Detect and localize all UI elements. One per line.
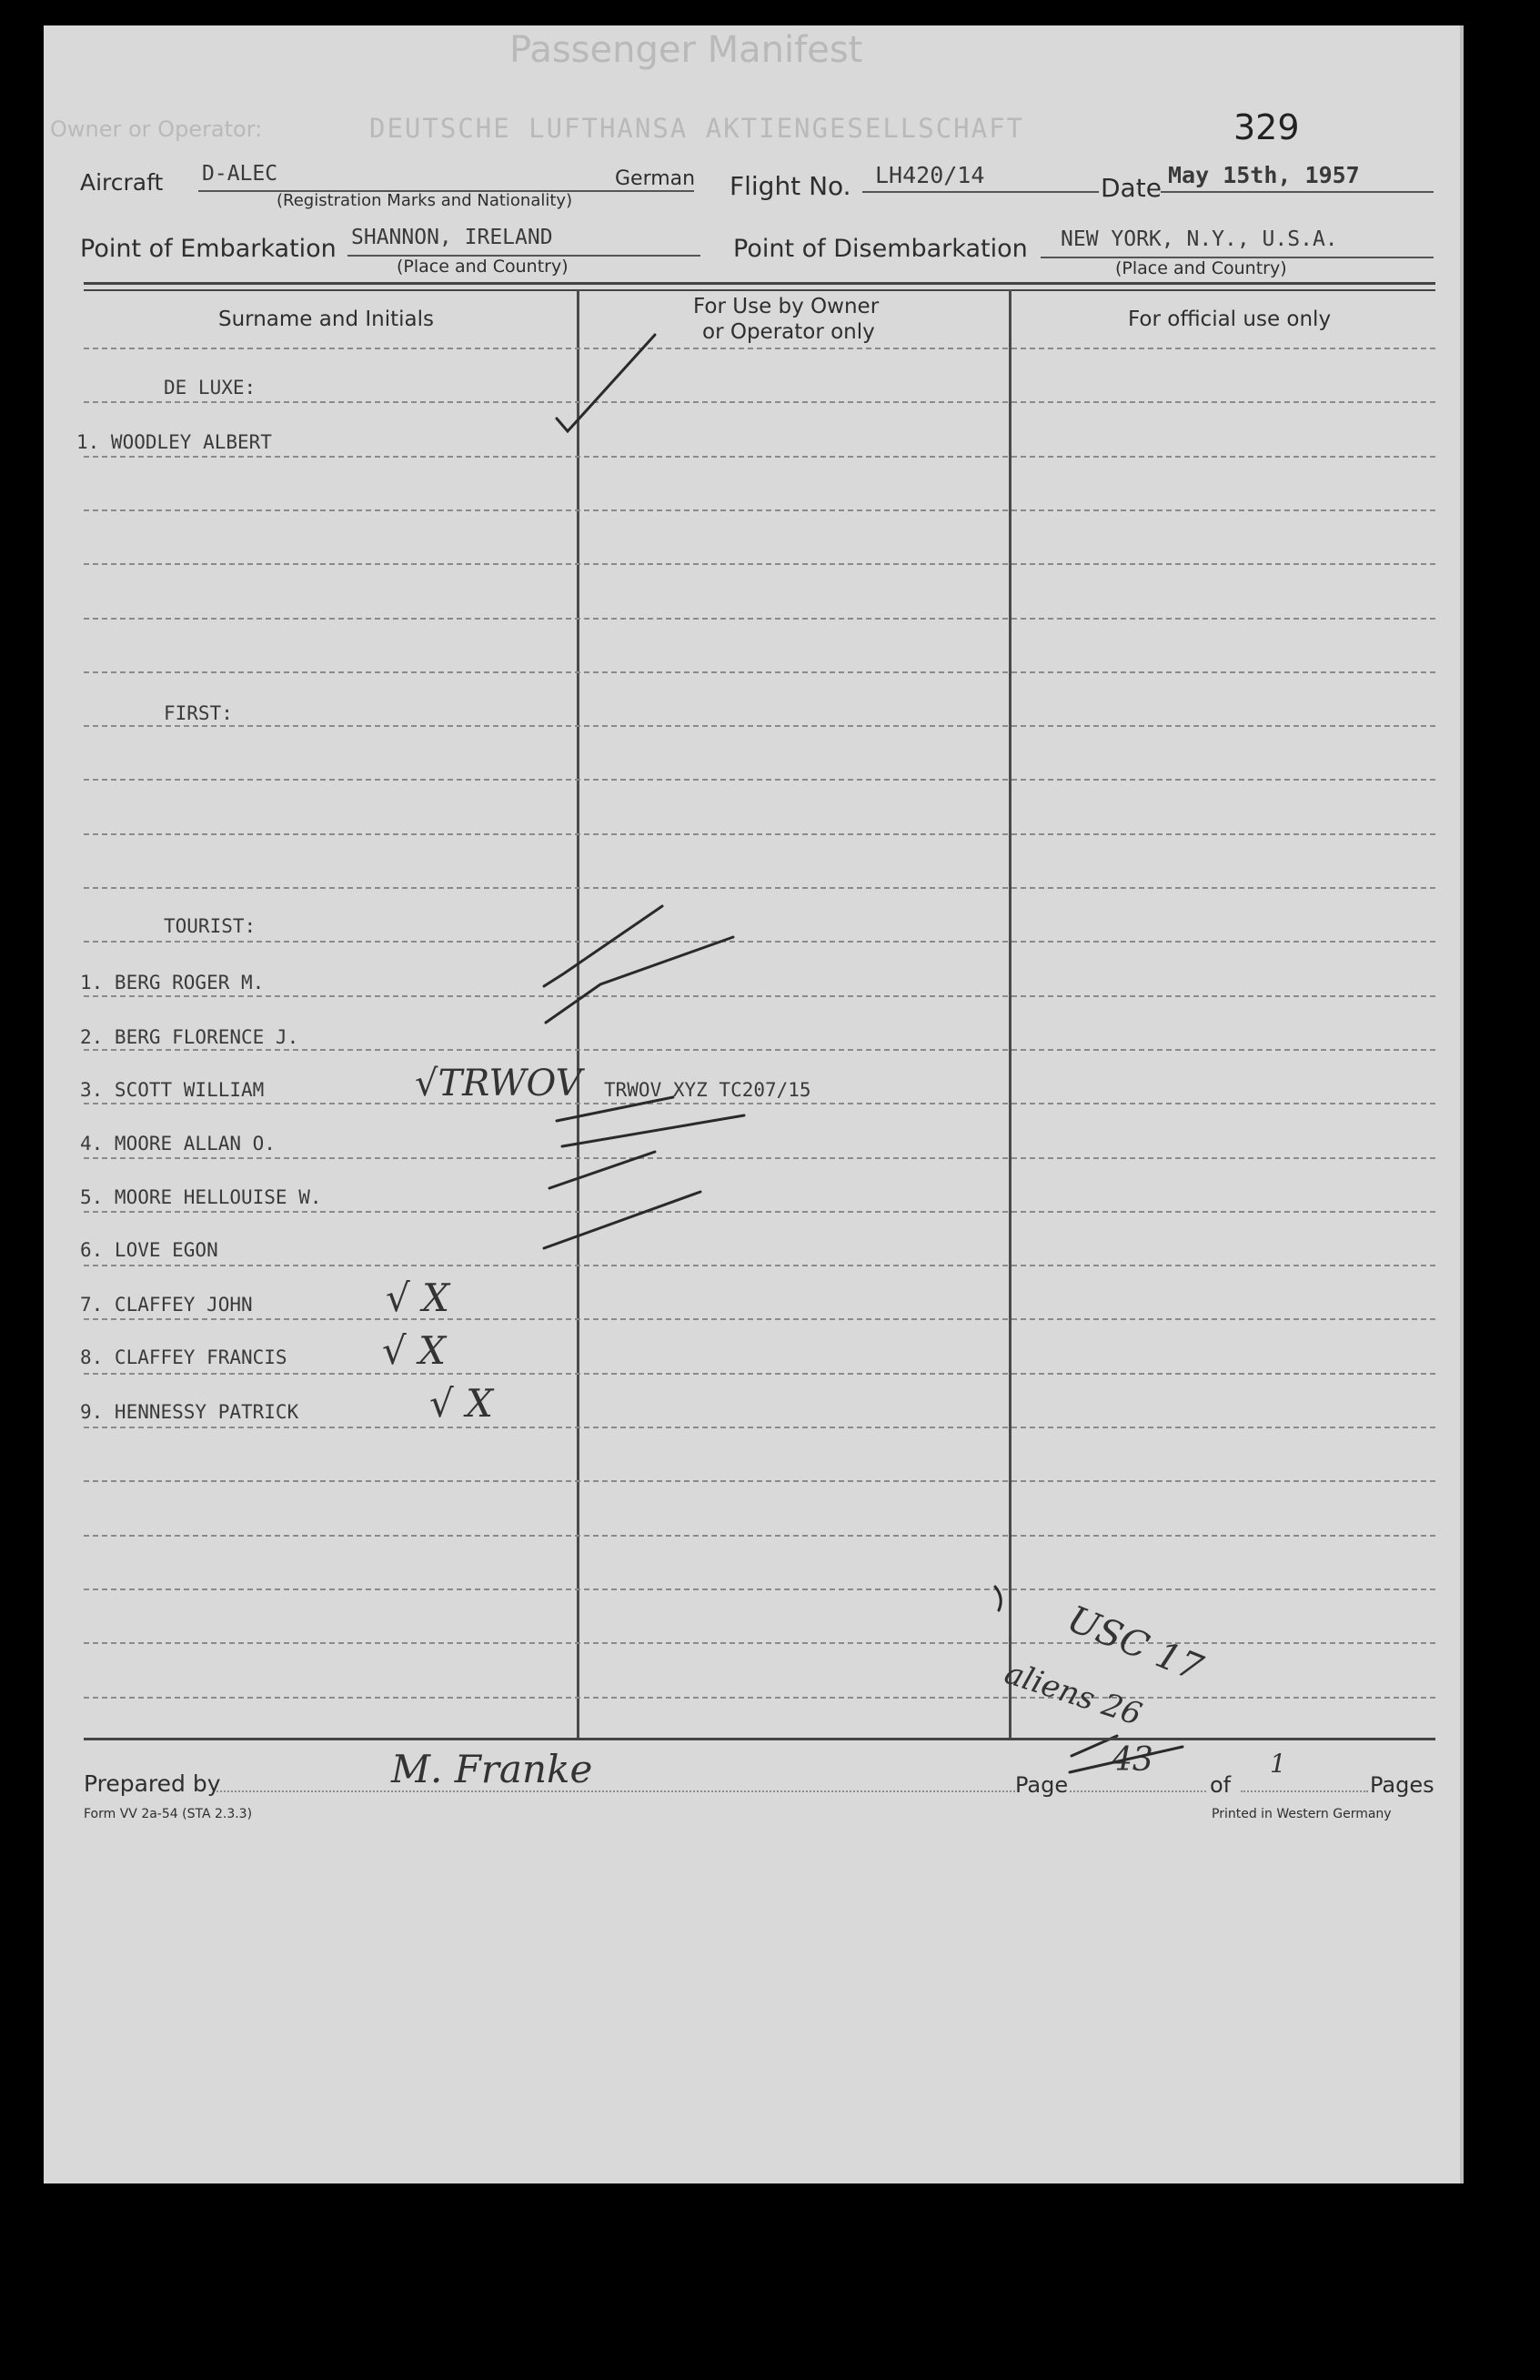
prepared-by-line [216,1790,1015,1792]
signature: M. Franke [391,1747,593,1791]
pages-label: Pages [1370,1772,1434,1798]
embarkation-value: SHANNON, IRELAND [351,226,553,249]
form-code: Form VV 2a-54 (STA 2.3.3) [84,1807,253,1821]
section-deluxe: DE LUXE: [164,377,257,398]
disembarkation-value: NEW YORK, N.Y., U.S.A. [1061,227,1338,251]
section-first: FIRST: [164,702,233,724]
disembarkation-caption: (Place and Country) [1115,258,1287,278]
passenger-tourist-1: 1. BERG ROGER M. [80,972,265,993]
passenger-deluxe-1: 1. WOODLEY ALBERT [76,431,272,453]
aircraft-value: D-ALEC [202,162,278,186]
fraction-strokes [1070,1736,1183,1772]
disembarkation-label: Point of Disembarkation [733,235,1028,263]
column-header-official: For official use only [1128,308,1332,331]
embarkation-caption: (Place and Country) [397,257,569,277]
section-tourist: TOURIST: [164,915,257,937]
printed-note: Printed in Western Germany [1212,1807,1392,1821]
nationality-value: German [615,167,696,190]
claffey-francis-mark: √ X [382,1328,447,1373]
passenger-tourist-3: 3. SCOTT WILLIAM [80,1079,265,1101]
passenger-tourist-2: 2. BERG FLORENCE J. [80,1026,299,1048]
prepared-by-label: Prepared by [84,1770,221,1797]
flight-value: LH420/14 [875,162,985,188]
total-note: 43 [1112,1741,1153,1779]
registration-caption: (Registration Marks and Nationality) [277,191,573,210]
passenger-tourist-4: 4. MOORE ALLAN O. [80,1133,276,1155]
flight-label: Flight No. [730,171,851,201]
check-mark-tourist-2 [546,937,733,1023]
usc-note: USC 17 [1062,1598,1209,1690]
page-count-hand: 1 [1270,1749,1286,1779]
page-count-line [1241,1790,1368,1792]
check-mark-tourist-4b [562,1115,744,1146]
page-number-line [1070,1790,1206,1792]
bracket-stroke [995,1587,1001,1610]
column-header-owner-use-1: For Use by Owner [693,295,880,318]
check-mark-tourist-5 [549,1152,655,1188]
owner-label: Owner or Operator: [50,116,263,142]
aircraft-label: Aircraft [80,169,164,196]
check-mark-tourist-1 [544,906,662,986]
passenger-tourist-8: 8. CLAFFEY FRANCIS [80,1346,287,1368]
check-mark-tourist-6 [544,1192,700,1248]
page-label: Page [1015,1772,1069,1798]
of-label: of [1210,1772,1232,1798]
date-value: May 15th, 1957 [1168,162,1360,188]
embarkation-label: Point of Embarkation [80,235,337,263]
scott-typed-code: TRWOV XYZ TC207/15 [604,1079,811,1101]
passenger-tourist-6: 6. LOVE EGON [80,1239,218,1261]
passenger-tourist-5: 5. MOORE HELLOUISE W. [80,1186,322,1208]
date-label: Date [1101,173,1162,203]
passenger-tourist-7: 7. CLAFFEY JOHN [80,1294,253,1316]
aliens-note: aliens 26 [1000,1654,1146,1734]
scott-handwritten-note: √TRWOV [415,1063,582,1104]
check-mark-deluxe-1 [557,335,655,431]
passenger-tourist-9: 9. HENNESSY PATRICK [80,1401,299,1423]
manifest-number: 329 [1233,107,1300,147]
check-mark-tourist-4a [557,1097,673,1121]
table-bottom-rule [84,1738,1435,1740]
hennessy-mark: √ X [429,1381,494,1426]
column-header-owner-use-2: or Operator only [702,320,875,344]
claffey-john-mark: √ X [386,1276,450,1320]
owner-value: DEUTSCHE LUFTHANSA AKTIENGESELLSCHAFT [369,113,1025,144]
column-header-surname: Surname and Initials [218,308,434,331]
form-title: Passenger Manifest [509,29,863,71]
